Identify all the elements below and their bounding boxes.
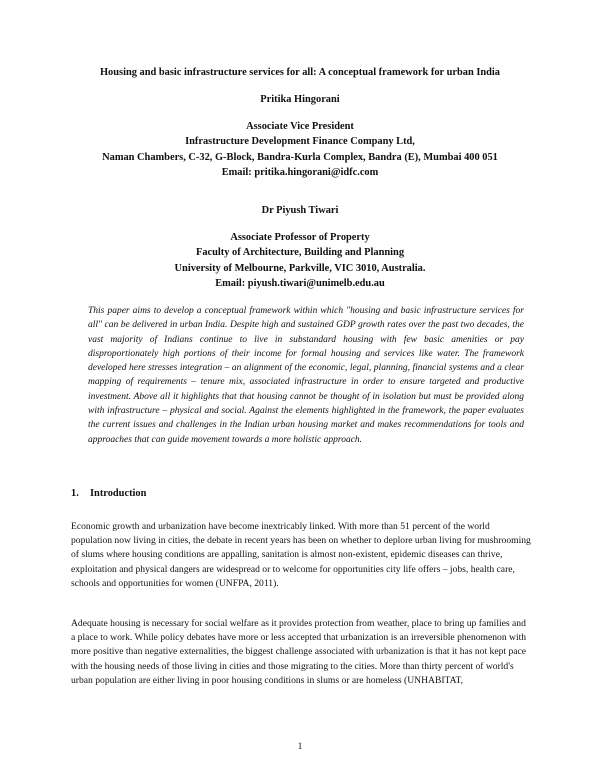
body-paragraph-1: Economic growth and urbanization have become inextricably linked. With more than 51 percent of the world population now living in cities, the debate in recent years has been on whether to deplore urban living for mushrooming of slums where housing conditions are appalling, sanitation is almost non-existent, epidemic diseases can thrive, exploitation and physical dangers are widespread or to welcome for opportunities city life offers – jobs, health care, schools and opportunities for women (UNFPA, 2011).	[71, 521, 531, 589]
page-number: 1	[297, 742, 303, 752]
body-paragraph-2: Adequate housing is necessary for social welfare as it provides protection from weather, place to bring up families and a place to work. While policy debates have more or less accepted that urbanization is an irreversible phenomenon with more positive than negative externalities, the biggest challenge associated with urbanization is that it has not kept pace with the housing needs of those living in cities and those migrating to the cities. More than thirty percent of world's urban population are either living in poor housing conditions in slums or are homeless (UNHABITAT,	[71, 618, 527, 686]
author1-org: Infrastructure Development Finance Company Ltd,	[185, 136, 415, 147]
author2-email: Email: piyush.tiwari@unimelb.edu.au	[215, 278, 385, 289]
author1-email: Email: pritika.hingorani@idfc.com	[221, 167, 379, 178]
author1-position: Associate Vice President	[246, 121, 354, 132]
author1-name: Pritika Hingorani	[260, 94, 340, 105]
paper-title: Housing and basic infrastructure services for all: A conceptual framework for urban India	[99, 67, 501, 78]
section-number: 1.	[71, 488, 79, 499]
author2-name: Dr Piyush Tiwari	[261, 205, 339, 216]
author2-faculty: Faculty of Architecture, Building and Planning	[195, 247, 405, 258]
author2-position: Associate Professor of Property	[230, 232, 370, 243]
abstract: This paper aims to develop a conceptual framework within which "housing and basic infrastructure services for all" can be delivered in urban India. Despite high and sustained GDP growth rates over the past two decades, the vast majority of Indians continue to live in substandard housing with few basic amenities or pay disproportionately high portions of their income for formal housing and services like water. The framework developed here stresses integration – an alignment of the economic, legal, planning, financial systems and a clear mapping of requirements – tenure mix, associated infrastructure in order to ensure targeted and productive investment. Above all it highlights that that housing cannot be thought of in isolation but must be provided along with infrastructure – physical and social. Against the elements highlighted in the framework, the paper evaluates the current issues and challenges in the Indian urban housing market and makes recommendations for tools and approaches that can guide movement towards a more holistic approach.	[88, 306, 524, 445]
author1-address: Naman Chambers, C-32, G-Block, Bandra-Kurla Complex, Bandra (E), Mumbai 400 051	[102, 152, 498, 163]
section-title: Introduction	[90, 488, 147, 499]
section-heading	[71, 488, 146, 499]
author2-address: University of Melbourne, Parkville, VIC 3010, Australia.	[174, 263, 426, 274]
